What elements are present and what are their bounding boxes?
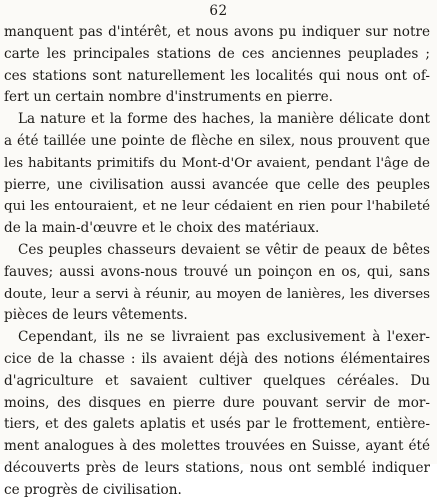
text-line: pierre, une civilisation aussi avancée que celle des peuples <box>4 176 430 193</box>
text-line: carte les principales stations de ces anciennes peuplades ; <box>4 45 430 62</box>
text-line: ces stations sont naturellement les localités qui nous ont of- <box>4 67 430 84</box>
text-line: d'agriculture et savaient cultiver quelques céréales. Du <box>4 372 430 389</box>
text-line: fert un certain nombre d'instruments en pierre. <box>4 89 333 106</box>
text-line: cice de la chasse : ils avaient déjà des notions élémentaires <box>4 350 430 367</box>
text-line: La nature et la forme des haches, la manière délicate dont <box>18 111 430 128</box>
text-line: Ces peuples chasseurs devaient se vêtir de peaux de bêtes <box>18 241 430 258</box>
text-line: de la main-d'œuvre et le choix des matériaux. <box>4 220 320 237</box>
text-line: pièces de leurs vêtements. <box>4 307 188 324</box>
text-line: doute, leur a servi à réunir, au moyen de lanières, les diverses <box>4 286 430 302</box>
page-number: 62 <box>209 3 228 19</box>
text-line: a été taillée une pointe de flèche en silex, nous prouvent que <box>4 132 430 149</box>
text-line: découverts près de leurs stations, nous ont semblé indiquer <box>4 459 430 476</box>
text-line: ce progrès de civilisation. <box>4 481 182 498</box>
text-line: ment analogues à des molettes trouvées en Suisse, ayant été <box>4 438 430 455</box>
text-line: les habitants primitifs du Mont-d'Or avaient, pendant l'âge de <box>4 155 430 171</box>
page-body-text <box>4 22 430 502</box>
text-line: manquent pas d'intérêt, et nous avons pu indiquer sur notre <box>4 24 430 40</box>
text-line: Cependant, ils ne se livraient pas exclusivement à l'exer- <box>18 329 430 346</box>
text-line: qui les entouraient, et ne leur cédaient en rien pour l'habileté <box>4 199 430 215</box>
text-line: moins, des disques en pierre dure pouvant servir de mor- <box>4 394 430 411</box>
text-line: fauves; aussi avons-nous trouvé un poinçon en os, qui, sans <box>4 263 430 280</box>
text-line: tiers, et des galets aplatis et usés par le frottement, entière- <box>4 416 430 433</box>
